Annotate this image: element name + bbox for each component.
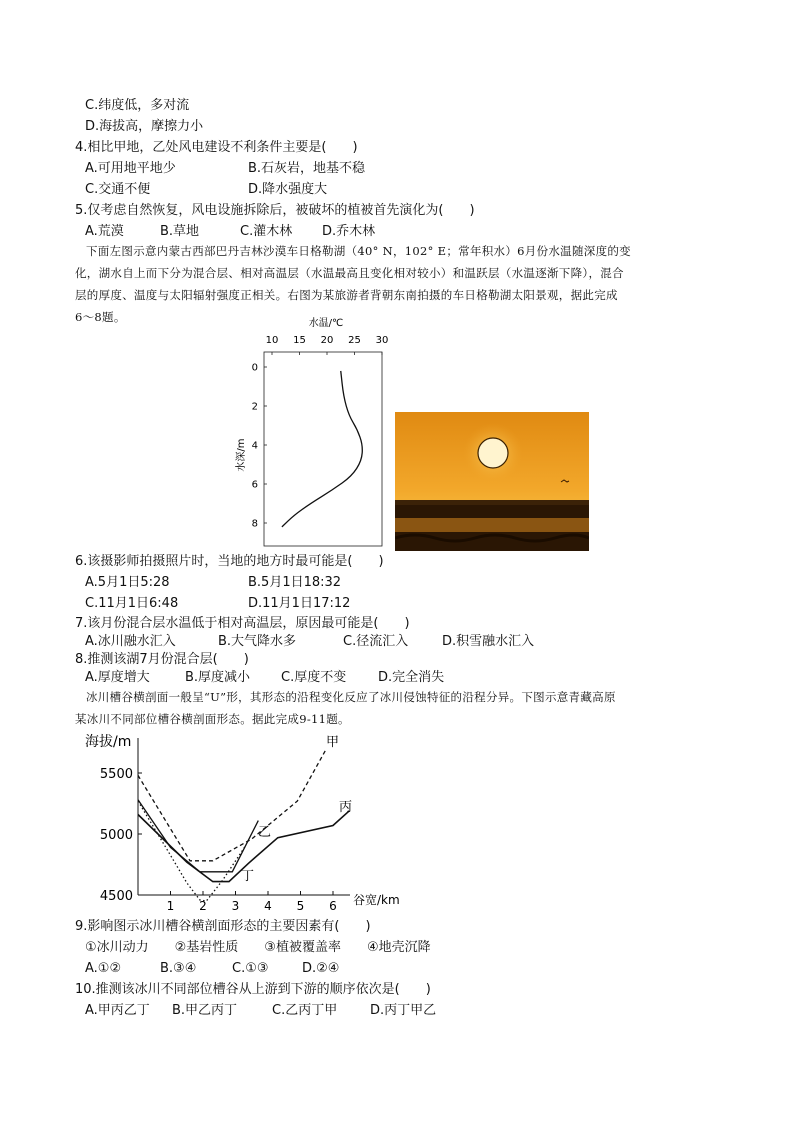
- temp-x-tick-label: 10: [265, 335, 279, 346]
- q8-option-a: A.厚度增大: [85, 670, 150, 685]
- temp-y-tick-label: 4: [251, 440, 258, 452]
- q5-option-d: D.乔木林: [322, 224, 376, 239]
- label-ding: 丁: [241, 869, 255, 884]
- q8-option-b: B.厚度减小: [185, 670, 251, 685]
- intro1-line-3: 层的厚度、温度与太阳辐射强度正相关。右图为某旅游者背朝东南拍摄的车日格勒湖太阳景观，据此完成: [75, 288, 618, 302]
- q7-stem: 7.该月份混合层水温低于相对高温层，原因最可能是( ): [75, 616, 410, 631]
- valley-y-tick-label: 5000: [99, 828, 133, 843]
- water-temperature-chart: [232, 315, 392, 555]
- q6-option-b: B.5月1日18:32: [248, 575, 342, 590]
- q5-option-a: A.荒漠: [85, 224, 124, 239]
- q10-option-c: C.乙丙丁甲: [272, 1003, 338, 1018]
- intro1-line-2: 化，湖水自上而下分为混合层、相对高温层（水温最高且变化相对较小）和温跃层（水温逐渐下降），混合: [75, 266, 624, 280]
- intro-passage-9-11: [75, 686, 725, 730]
- q3-option-c: C.纬度低，多对流: [85, 98, 190, 113]
- valley-x-tick-label: 1: [166, 899, 175, 913]
- q10-stem: 10.推测该冰川不同部位槽谷从上游到下游的顺序依次是( ): [75, 982, 431, 997]
- q10-option-a: A.甲丙乙丁: [85, 1003, 150, 1018]
- q5-option-b: B.草地: [160, 224, 200, 239]
- q6-option-a: A.5月1日5:28: [85, 575, 170, 590]
- q6-stem: 6.该摄影师拍摄照片时，当地的地方时最可能是( ): [75, 554, 384, 569]
- valley-x-tick-label: 5: [296, 899, 305, 913]
- label-jia: 甲: [326, 735, 340, 750]
- temp-y-tick-label: 0: [251, 362, 258, 374]
- glacier-valley-chart: [75, 728, 420, 915]
- valley-y-tick-label: 5500: [99, 767, 133, 782]
- q9-option-b: B.③④: [160, 961, 197, 976]
- q6-option-d: D.11月1日17:12: [248, 596, 351, 611]
- intro1-line-1: 下面左图示意内蒙古西部巴丹吉林沙漠车日格勒湖（40° N，102° E；常年积水）6月份水温随深度的变: [86, 244, 631, 258]
- q5-stem: 5.仅考虑自然恢复，风电设施拆除后，被破坏的植被首先演化为( ): [75, 203, 475, 218]
- intro-passage-6-8: [75, 240, 725, 328]
- q10-option-b: B.甲乙丙丁: [172, 1003, 238, 1018]
- label-bing: 丙: [339, 800, 353, 815]
- temp-chart-frame: [264, 352, 382, 546]
- temp-chart-y-title: 水深/m: [236, 438, 247, 472]
- series-jia-line: [138, 749, 327, 861]
- q8-stem: 8.推测该湖7月份混合层( ): [75, 652, 249, 667]
- q7-option-b: B.大气降水多: [218, 634, 297, 649]
- q4-option-c: C.交通不便: [85, 182, 151, 197]
- temp-chart-x-title: 水温/℃: [308, 318, 344, 329]
- temp-y-tick-label: 8: [251, 518, 258, 530]
- lake-sunset-photo: [395, 412, 589, 551]
- valley-x-tick-label: 3: [231, 899, 240, 913]
- valley-x-tick-label: 2: [199, 899, 207, 913]
- intro2-line-2: 某冰川不同部位槽谷横剖面形态。据此完成9-11题。: [75, 712, 350, 726]
- q10-option-d: D.丙丁甲乙: [370, 1003, 437, 1018]
- q5-option-c: C.灌木林: [240, 224, 293, 239]
- photo-water-reflection: [395, 518, 589, 532]
- q7-option-c: C.径流汇入: [343, 634, 409, 649]
- q6-option-c: C.11月1日6:48: [85, 596, 179, 611]
- q9-option-c: C.①③: [232, 961, 269, 976]
- q8-option-c: C.厚度不变: [281, 670, 347, 685]
- q3-option-d: D.海拔高，摩擦力小: [85, 119, 204, 134]
- q9-option-d: D.②④: [302, 961, 340, 976]
- q4-option-d: D.降水强度大: [248, 182, 328, 197]
- temp-y-tick-label: 2: [251, 401, 258, 413]
- temp-x-tick-label: 25: [348, 335, 361, 346]
- q9-option-a: A.①②: [85, 961, 122, 976]
- valley-x-tick-label: 4: [264, 899, 272, 913]
- photo-horizon: [395, 500, 589, 505]
- q7-option-a: A.冰川融水汇入: [85, 634, 176, 649]
- photo-sun: [478, 438, 508, 468]
- valley-y-tick-label: 4500: [99, 889, 133, 904]
- temp-x-tick-label: 20: [320, 335, 334, 346]
- intro2-line-1: 冰川槽谷横剖面一般呈“U”形，其形态的沿程变化反应了冰川侵蚀特征的沿程分异。下图示意青藏高原: [86, 690, 616, 704]
- label-yi: 乙: [258, 825, 272, 840]
- valley-chart-x-title: 谷宽/km: [353, 893, 400, 907]
- temp-x-tick-label: 30: [375, 335, 389, 346]
- temp-y-tick-label: 6: [251, 479, 258, 491]
- intro1-line-4: 6～8题。: [75, 310, 126, 324]
- temp-x-tick-label: 15: [293, 335, 306, 346]
- temp-depth-curve: [282, 371, 362, 527]
- q7-option-d: D.积雪融水汇入: [442, 634, 535, 649]
- q8-option-d: D.完全消失: [378, 670, 445, 685]
- q9-stem: 9.影响图示冰川槽谷横剖面形态的主要因素有( ): [75, 919, 371, 934]
- q4-option-b: B.石灰岩，地基不稳: [248, 161, 366, 176]
- q4-stem: 4.相比甲地，乙处风电建设不利条件主要是( ): [75, 140, 358, 155]
- q9-items: ①冰川动力 ②基岩性质 ③植被覆盖率 ④地壳沉降: [85, 940, 431, 955]
- valley-x-tick-label: 6: [329, 899, 337, 913]
- q4-option-a: A.可用地平地少: [85, 161, 176, 176]
- valley-chart-y-title: 海拔/m: [85, 734, 132, 750]
